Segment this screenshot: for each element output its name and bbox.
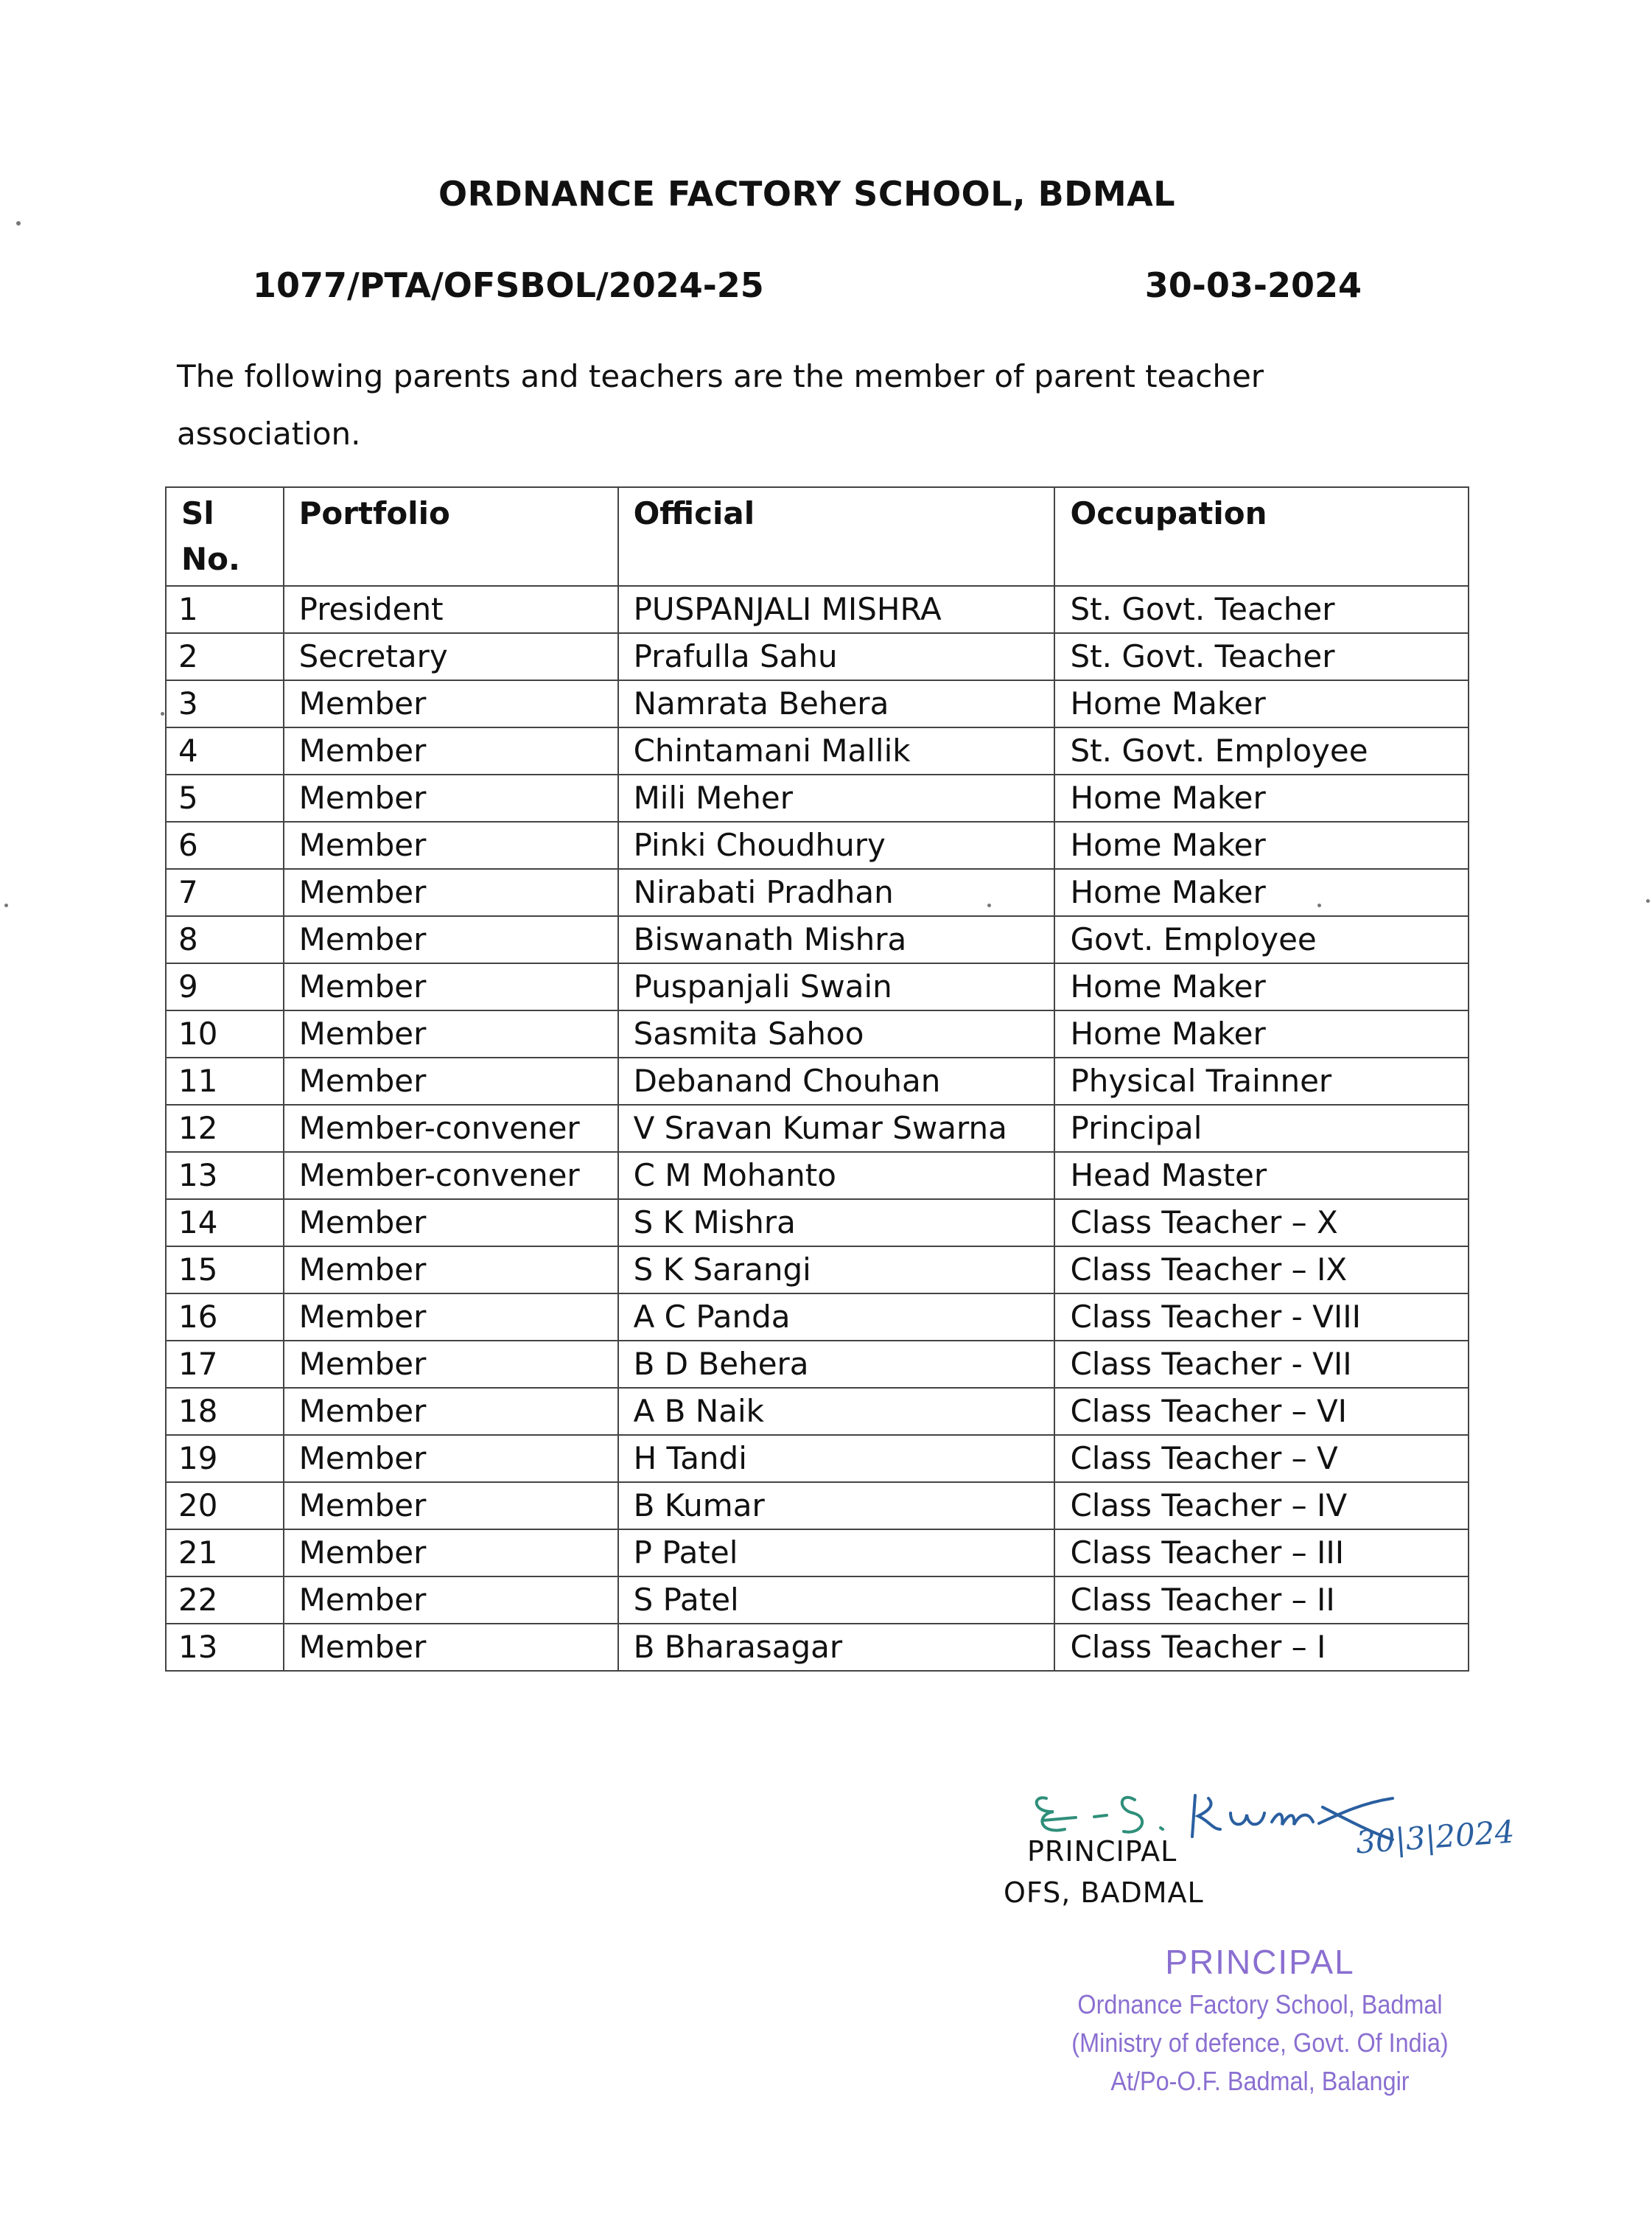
cell-portfolio: Member bbox=[284, 1482, 618, 1529]
cell-occupation: Govt. Employee bbox=[1054, 916, 1469, 963]
table-row bbox=[166, 775, 1469, 822]
scan-speck bbox=[16, 221, 21, 226]
cell-sl-no: 19 bbox=[166, 1435, 284, 1482]
cell-occupation: Class Teacher – X bbox=[1054, 1199, 1469, 1246]
cell-occupation: Home Maker bbox=[1054, 869, 1469, 916]
cell-occupation: Class Teacher – VI bbox=[1054, 1388, 1469, 1435]
cell-official: Sasmita Sahoo bbox=[618, 1010, 1055, 1058]
table-row bbox=[166, 680, 1469, 727]
table-row bbox=[166, 1105, 1469, 1152]
cell-occupation: Home Maker bbox=[1054, 963, 1469, 1010]
cell-portfolio: Member-convener bbox=[284, 1105, 618, 1152]
cell-occupation: Home Maker bbox=[1054, 680, 1469, 727]
cell-sl-no: 11 bbox=[166, 1058, 284, 1105]
cell-portfolio: Secretary bbox=[284, 633, 618, 680]
cell-official: S K Mishra bbox=[618, 1199, 1055, 1246]
header-occupation: Occupation bbox=[1054, 487, 1469, 586]
cell-occupation: St. Govt. Employee bbox=[1054, 727, 1469, 775]
cell-sl-no: 1 bbox=[166, 586, 284, 633]
table-row bbox=[166, 1058, 1469, 1105]
cell-portfolio: Member bbox=[284, 916, 618, 963]
pta-members-table bbox=[165, 486, 1469, 1672]
cell-sl-no: 5 bbox=[166, 775, 284, 822]
cell-sl-no: 18 bbox=[166, 1388, 284, 1435]
table-row bbox=[166, 963, 1469, 1010]
table-header-row bbox=[166, 487, 1469, 586]
cell-official: Biswanath Mishra bbox=[618, 916, 1055, 963]
cell-official: Pinki Choudhury bbox=[618, 822, 1055, 869]
table-row bbox=[166, 869, 1469, 916]
cell-official: S K Sarangi bbox=[618, 1246, 1055, 1293]
reference-line bbox=[253, 265, 1362, 310]
cell-occupation: St. Govt. Teacher bbox=[1054, 586, 1469, 633]
cell-occupation: Class Teacher – IX bbox=[1054, 1246, 1469, 1293]
cell-portfolio: Member bbox=[284, 1293, 618, 1341]
cell-portfolio: Member bbox=[284, 1010, 618, 1058]
cell-sl-no: 21 bbox=[166, 1529, 284, 1576]
cell-portfolio: Member bbox=[284, 775, 618, 822]
cell-sl-no: 12 bbox=[166, 1105, 284, 1152]
cell-occupation: Home Maker bbox=[1054, 775, 1469, 822]
table-row bbox=[166, 1388, 1469, 1435]
scan-speck bbox=[4, 904, 8, 907]
cell-occupation: Class Teacher - VIII bbox=[1054, 1293, 1469, 1341]
cell-portfolio: Member bbox=[284, 1341, 618, 1388]
table-row bbox=[166, 1624, 1469, 1671]
cell-portfolio: Member bbox=[284, 1199, 618, 1246]
cell-portfolio: Member bbox=[284, 1058, 618, 1105]
table-row bbox=[166, 1341, 1469, 1388]
scan-speck bbox=[1317, 904, 1321, 907]
cell-sl-no: 9 bbox=[166, 963, 284, 1010]
cell-portfolio: Member bbox=[284, 680, 618, 727]
table-row bbox=[166, 1152, 1469, 1199]
table-row bbox=[166, 1529, 1469, 1576]
table-body bbox=[166, 586, 1469, 1671]
header-sl-no: Sl No. bbox=[166, 487, 284, 586]
cell-sl-no: 16 bbox=[166, 1293, 284, 1341]
cell-portfolio: Member bbox=[284, 1388, 618, 1435]
table-row bbox=[166, 1199, 1469, 1246]
cell-sl-no: 2 bbox=[166, 633, 284, 680]
cell-official: H Tandi bbox=[618, 1435, 1055, 1482]
official-stamp bbox=[958, 1938, 1562, 2100]
handwritten-date: 30|3|2024 bbox=[1354, 1813, 1516, 1861]
school-title: ORDNANCE FACTORY SCHOOL, BDMAL bbox=[438, 174, 1176, 214]
stamp-ministry: (Ministry of defence, Govt. Of India) bbox=[1071, 2028, 1449, 2058]
scan-speck bbox=[161, 712, 164, 716]
cell-occupation: St. Govt. Teacher bbox=[1054, 633, 1469, 680]
cell-portfolio: Member bbox=[284, 869, 618, 916]
principal-office: OFS, BADMAL bbox=[1004, 1876, 1204, 1909]
table-row bbox=[166, 1576, 1469, 1624]
cell-portfolio: Member bbox=[284, 1529, 618, 1576]
cell-official: Nirabati Pradhan bbox=[618, 869, 1055, 916]
cell-occupation: Home Maker bbox=[1054, 822, 1469, 869]
cell-portfolio: Member bbox=[284, 1435, 618, 1482]
cell-sl-no: 8 bbox=[166, 916, 284, 963]
cell-official: Debanand Chouhan bbox=[618, 1058, 1055, 1105]
cell-occupation: Head Master bbox=[1054, 1152, 1469, 1199]
cell-portfolio: Member bbox=[284, 1246, 618, 1293]
header-portfolio: Portfolio bbox=[284, 487, 618, 586]
cell-occupation: Home Maker bbox=[1054, 1010, 1469, 1058]
cell-sl-no: 14 bbox=[166, 1199, 284, 1246]
cell-occupation: Class Teacher – I bbox=[1054, 1624, 1469, 1671]
cell-sl-no: 20 bbox=[166, 1482, 284, 1529]
cell-official: A B Naik bbox=[618, 1388, 1055, 1435]
table-row bbox=[166, 822, 1469, 869]
document-date: 30-03-2024 bbox=[1144, 265, 1362, 305]
cell-portfolio: Member bbox=[284, 822, 618, 869]
cell-sl-no: 4 bbox=[166, 727, 284, 775]
cell-sl-no: 3 bbox=[166, 680, 284, 727]
table-row bbox=[166, 1293, 1469, 1341]
table-row bbox=[166, 727, 1469, 775]
cell-portfolio: Member bbox=[284, 1624, 618, 1671]
cell-occupation: Physical Trainner bbox=[1054, 1058, 1469, 1105]
cell-occupation: Class Teacher - VII bbox=[1054, 1341, 1469, 1388]
cell-official: C M Mohanto bbox=[618, 1152, 1055, 1199]
cell-portfolio: Member bbox=[284, 963, 618, 1010]
cell-occupation: Principal bbox=[1054, 1105, 1469, 1152]
scan-speck bbox=[987, 904, 991, 907]
cell-official: Puspanjali Swain bbox=[618, 963, 1055, 1010]
cell-official: V Sravan Kumar Swarna bbox=[618, 1105, 1055, 1152]
table-row bbox=[166, 1246, 1469, 1293]
cell-sl-no: 17 bbox=[166, 1341, 284, 1388]
cell-official: B Bharasagar bbox=[618, 1624, 1055, 1671]
cell-official: Prafulla Sahu bbox=[618, 633, 1055, 680]
header-official: Official bbox=[618, 487, 1055, 586]
cell-sl-no: 13 bbox=[166, 1624, 284, 1671]
cell-occupation: Class Teacher – IV bbox=[1054, 1482, 1469, 1529]
intro-paragraph: The following parents and teachers are the member of parent teacher association. bbox=[177, 358, 1264, 452]
table-row bbox=[166, 633, 1469, 680]
cell-portfolio: President bbox=[284, 586, 618, 633]
scan-speck bbox=[1646, 899, 1650, 903]
cell-portfolio: Member bbox=[284, 1576, 618, 1624]
table-row bbox=[166, 1435, 1469, 1482]
cell-sl-no: 22 bbox=[166, 1576, 284, 1624]
table-row bbox=[166, 1010, 1469, 1058]
cell-occupation: Class Teacher – V bbox=[1054, 1435, 1469, 1482]
cell-portfolio: Member-convener bbox=[284, 1152, 618, 1199]
cell-official: P Patel bbox=[618, 1529, 1055, 1576]
cell-occupation: Class Teacher – III bbox=[1054, 1529, 1469, 1576]
cell-occupation: Class Teacher – II bbox=[1054, 1576, 1469, 1624]
cell-official: S Patel bbox=[618, 1576, 1055, 1624]
cell-official: A C Panda bbox=[618, 1293, 1055, 1341]
cell-official: Mili Meher bbox=[618, 775, 1055, 822]
cell-sl-no: 6 bbox=[166, 822, 284, 869]
table-row bbox=[166, 1482, 1469, 1529]
table-row bbox=[166, 916, 1469, 963]
cell-sl-no: 15 bbox=[166, 1246, 284, 1293]
cell-official: PUSPANJALI MISHRA bbox=[618, 586, 1055, 633]
cell-portfolio: Member bbox=[284, 727, 618, 775]
cell-official: B D Behera bbox=[618, 1341, 1055, 1388]
stamp-address: At/Po-O.F. Badmal, Balangir bbox=[1110, 2066, 1410, 2096]
stamp-title: PRINCIPAL bbox=[1165, 1943, 1355, 1981]
cell-sl-no: 7 bbox=[166, 869, 284, 916]
cell-official: Namrata Behera bbox=[618, 680, 1055, 727]
cell-sl-no: 13 bbox=[166, 1152, 284, 1199]
cell-sl-no: 10 bbox=[166, 1010, 284, 1058]
cell-official: Chintamani Mallik bbox=[618, 727, 1055, 775]
cell-official: B Kumar bbox=[618, 1482, 1055, 1529]
stamp-school-name: Ordnance Factory School, Badmal bbox=[1077, 1989, 1443, 2019]
reference-number: 1077/PTA/OFSBOL/2024-25 bbox=[253, 265, 764, 305]
table-row bbox=[166, 586, 1469, 633]
principal-label: PRINCIPAL bbox=[1027, 1835, 1177, 1868]
